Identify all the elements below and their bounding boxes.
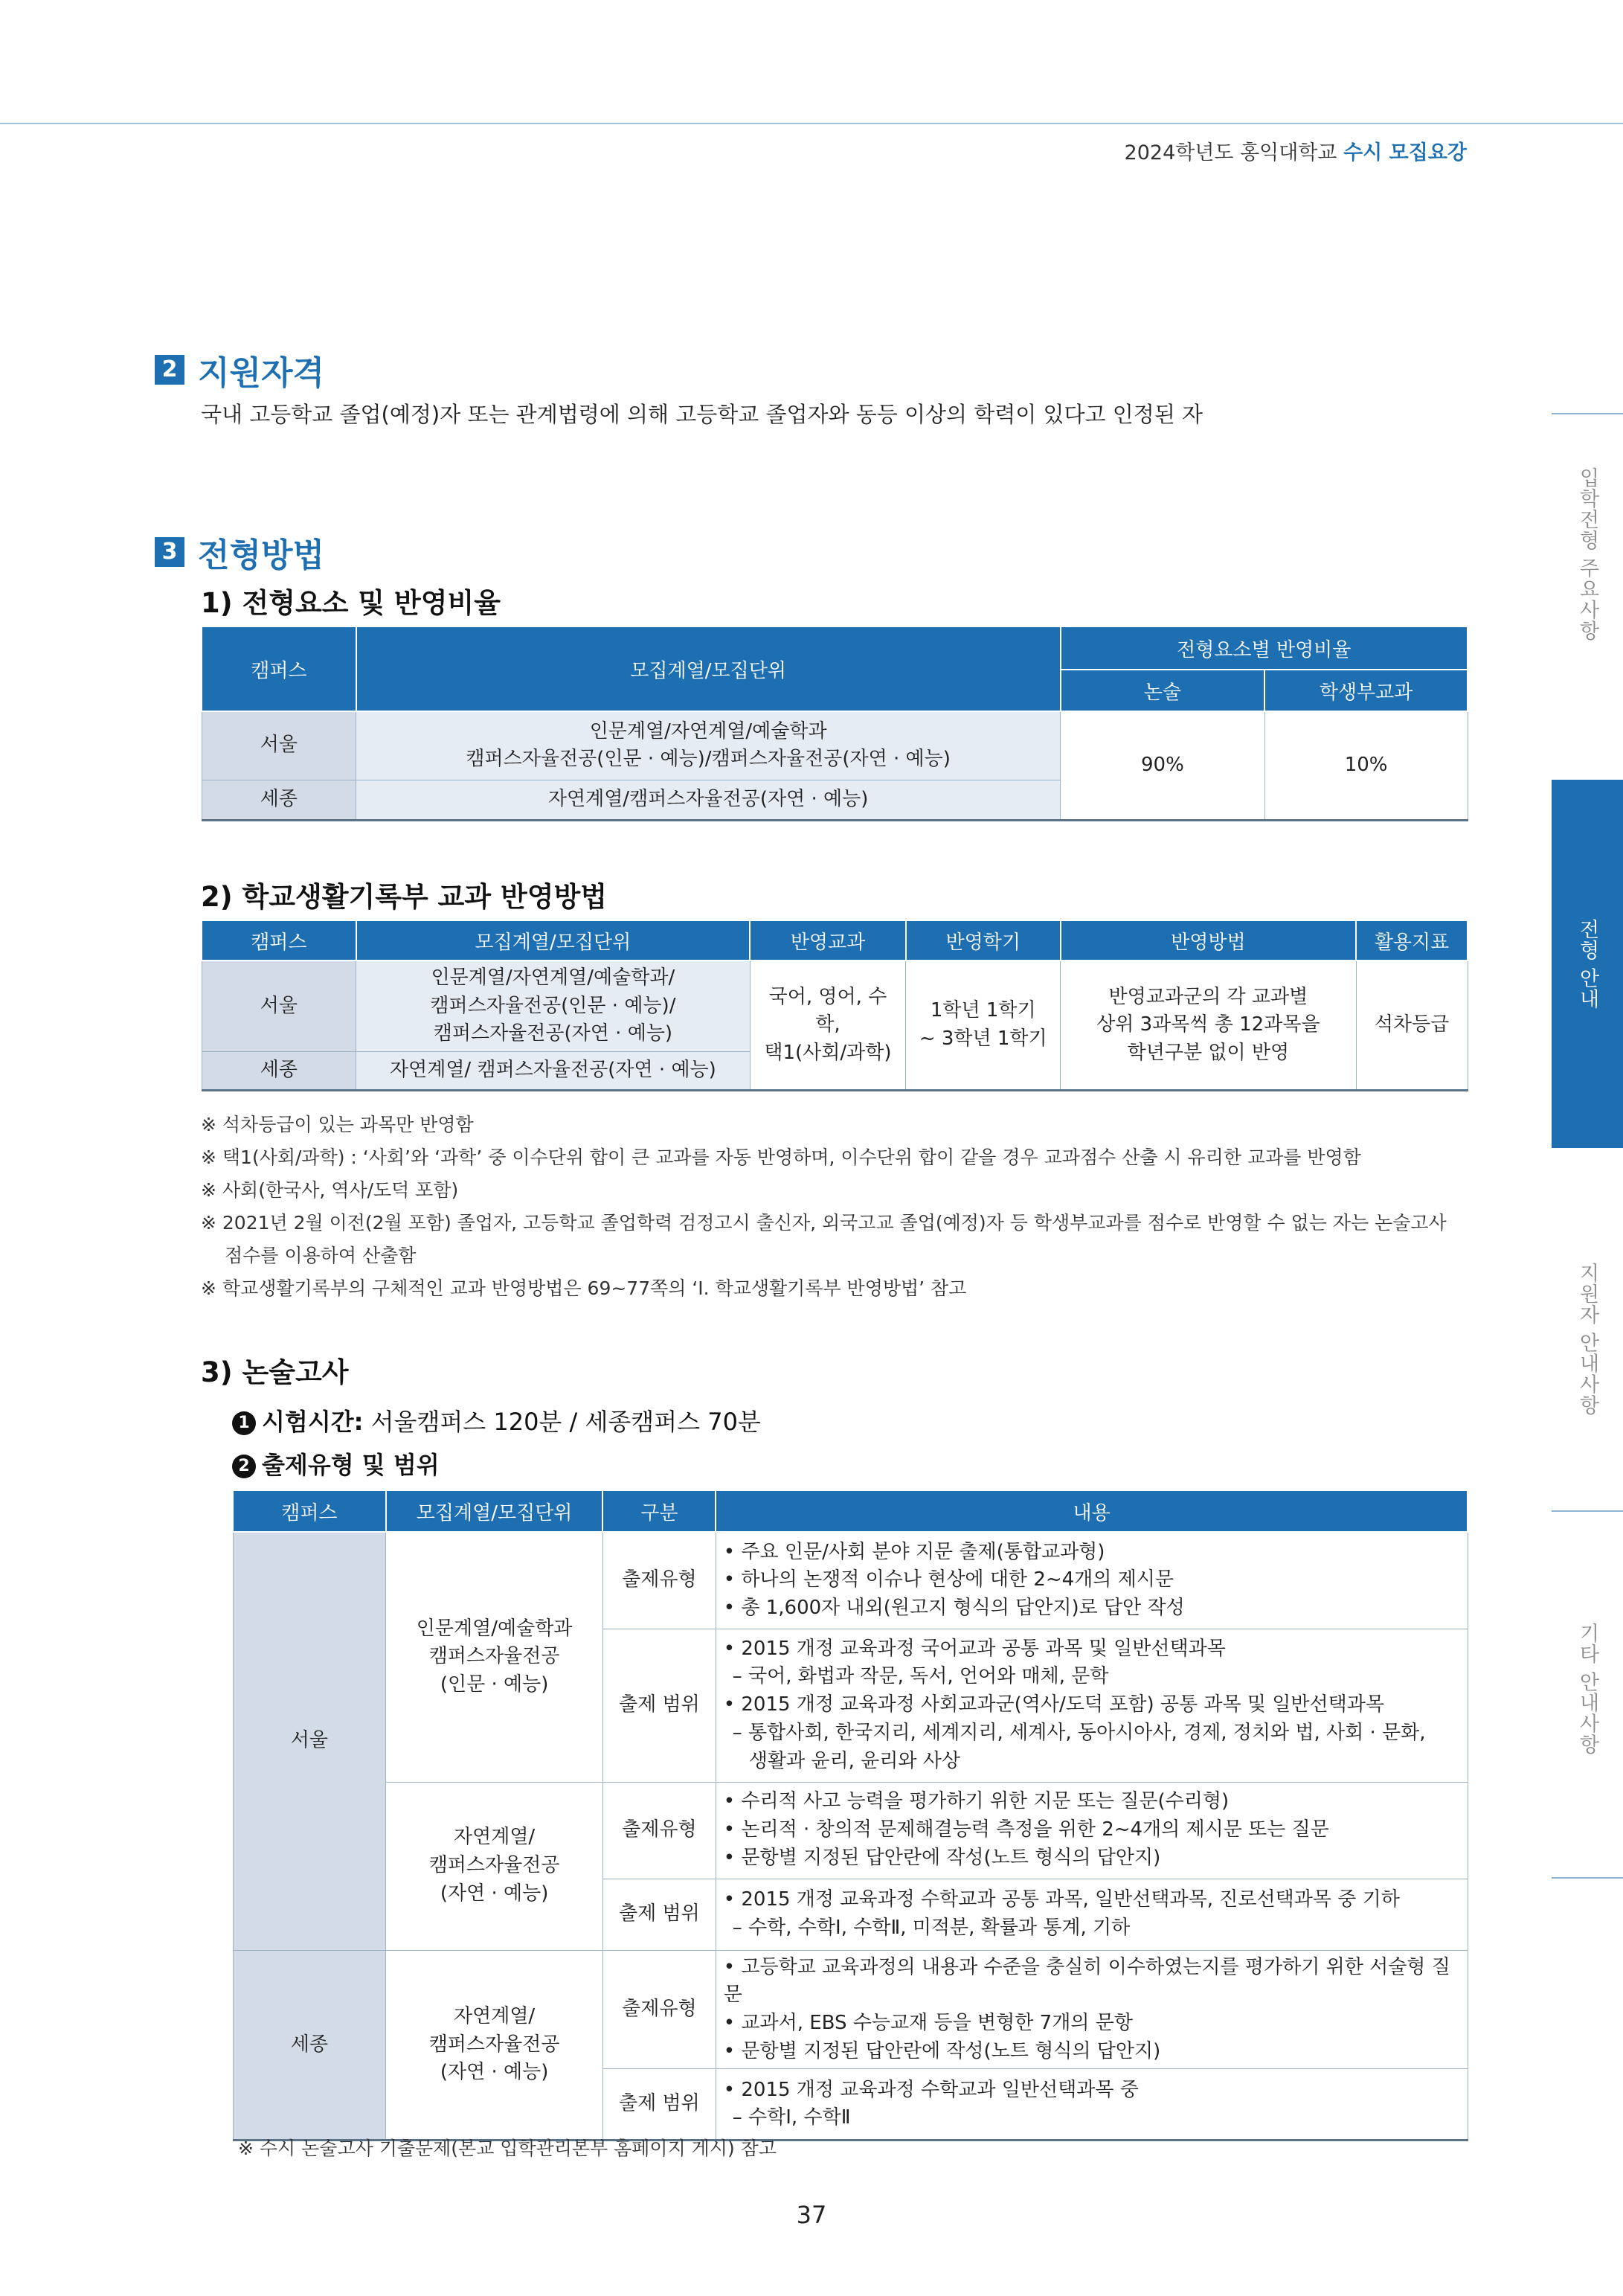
col-unit: 모집계열/모집단위 bbox=[386, 1490, 603, 1532]
col-campus: 캠퍼스 bbox=[202, 920, 356, 961]
unit-line: 캠퍼스자율전공 bbox=[428, 1854, 560, 1877]
number-badge: 1 bbox=[232, 1411, 256, 1435]
side-tab-admission-overview[interactable] bbox=[1552, 432, 1623, 677]
side-tab-applicant-info[interactable] bbox=[1552, 1228, 1623, 1451]
campus-seoul: 서울 bbox=[233, 1532, 386, 1950]
unit-cell bbox=[386, 1532, 603, 1782]
unit-cell bbox=[356, 711, 1061, 780]
campus-sejong: 세종 bbox=[202, 1052, 356, 1091]
unit-line: 자연계열/ bbox=[453, 1826, 536, 1849]
ratio-table bbox=[201, 626, 1468, 821]
unit-line: 캠퍼스자율전공(인문 · 예능)/ bbox=[430, 994, 676, 1017]
side-tab-label: 지원자 안내사항 bbox=[1575, 1263, 1599, 1416]
side-divider bbox=[1552, 1877, 1623, 1879]
col-campus: 캠퍼스 bbox=[202, 626, 356, 711]
header-prefix: 2024학년도 홍익대학교 bbox=[1124, 141, 1344, 164]
number-badge: 2 bbox=[232, 1455, 256, 1478]
unit-line: 캠퍼스자율전공 bbox=[428, 2033, 560, 2056]
col-ratio: 전형요소별 반영비율 bbox=[1061, 626, 1468, 670]
page-number: 37 bbox=[796, 2201, 827, 2229]
header-rule bbox=[0, 123, 1623, 124]
content-cell bbox=[716, 1950, 1468, 2069]
notes-block bbox=[201, 1109, 1480, 1305]
col-essay: 논술 bbox=[1061, 670, 1265, 711]
content-line: 생활과 윤리, 윤리와 사상 bbox=[748, 1749, 960, 1772]
unit-line: (자연 · 예능) bbox=[440, 2061, 549, 2084]
note-line: ※ 택1(사회/과학) : ‘사회’와 ‘과학’ 중 이수단위 합이 큰 교과를 자동 반영하며, 이수단위 합이 같을 경우 교과점수 산출 시 유리한 교과를 반영함 bbox=[201, 1147, 1361, 1168]
unit-cell bbox=[386, 1782, 603, 1950]
campus-sejong: 세종 bbox=[233, 1950, 386, 2141]
content-line: – 수학, 수학Ⅰ, 수학Ⅱ, 미적분, 확률과 통계, 기하 bbox=[732, 1917, 1131, 1939]
content-cell bbox=[716, 2069, 1468, 2141]
content-line: • 주요 인문/사회 분야 지문 출제(통합교과형) bbox=[723, 1540, 1105, 1563]
note-line: ※ 학교생활기록부의 구체적인 교과 반영방법은 69~77쪽의 ‘Ⅰ. 학교생활기록부 반영방법’ 참고 bbox=[201, 1277, 967, 1299]
content-line: – 통합사회, 한국지리, 세계지리, 세계사, 동아시아사, 경제, 정치와 법, 사회 · 문화, bbox=[732, 1721, 1426, 1744]
col-subjects: 반영교과 bbox=[750, 920, 906, 961]
subsection-title: 1) 전형요소 및 반영비율 bbox=[201, 587, 501, 619]
note-line: ※ 사회(한국사, 역사/도덕 포함) bbox=[201, 1179, 459, 1201]
type-label: 출제유형 bbox=[602, 1532, 716, 1629]
content-line: • 고등학교 교육과정의 내용과 수준을 충실히 이수하였는지를 평가하기 위한 서술형 질문 bbox=[723, 1955, 1450, 2007]
type-label: 출제유형 bbox=[602, 1950, 716, 2069]
subjects-line: 국어, 영어, 수학, bbox=[768, 985, 887, 1036]
unit-line: 자연계열/ bbox=[453, 2004, 536, 2027]
unit-line: 자연계열/캠퍼스자율전공(자연 · 예능) bbox=[356, 780, 1061, 820]
unit-line: 인문계열/예술학과 bbox=[416, 1617, 573, 1640]
content-line: • 2015 개정 교육과정 국어교과 공통 과목 및 일반선택과목 bbox=[723, 1637, 1226, 1660]
eligibility-text: 국내 고등학교 졸업(예정)자 또는 관계법령에 의해 고등학교 졸업자와 동등 이상의 학력이 있다고 인정된 자 bbox=[201, 402, 1203, 427]
content-line: • 2015 개정 교육과정 수학교과 일반선택과목 중 bbox=[723, 2078, 1139, 2101]
campus-seoul: 서울 bbox=[202, 961, 356, 1052]
side-divider bbox=[1552, 413, 1623, 414]
index-cell: 석차등급 bbox=[1356, 961, 1468, 1091]
section-number: 3 bbox=[155, 537, 184, 567]
unit-line: 캠퍼스자율전공(인문 · 예능)/캠퍼스자율전공(자연 · 예능) bbox=[466, 748, 951, 771]
subsection-title: 3) 논술고사 bbox=[201, 1356, 349, 1388]
content-cell bbox=[716, 1629, 1468, 1782]
subjects-line: 택1(사회/과학) bbox=[764, 1041, 892, 1064]
unit-line: (인문 · 예능) bbox=[440, 1673, 549, 1696]
note-line: ※ 석차등급이 있는 과목만 반영함 bbox=[201, 1114, 474, 1135]
col-unit: 모집계열/모집단위 bbox=[356, 626, 1061, 711]
note-line: ※ 2021년 2월 이전(2월 포함) 졸업자, 고등학교 졸업학력 검정고시 출신자, 외국고교 졸업(예정)자 등 학생부교과를 점수로 반영할 수 없는 자는 논술고사 bbox=[201, 1212, 1447, 1234]
subjects-cell bbox=[750, 961, 906, 1091]
record-table bbox=[201, 920, 1468, 1091]
exam-time-item bbox=[232, 1403, 761, 1437]
method-line: 학년구분 없이 반영 bbox=[1127, 1041, 1290, 1064]
side-tab-other-info[interactable] bbox=[1552, 1577, 1623, 1800]
content-line: • 수리적 사고 능력을 평가하기 위한 지문 또는 질문(수리형) bbox=[723, 1790, 1230, 1813]
content-cell bbox=[716, 1782, 1468, 1879]
col-unit: 모집계열/모집단위 bbox=[356, 920, 750, 961]
unit-line: 캠퍼스자율전공(자연 · 예능) bbox=[433, 1022, 673, 1045]
content-line: • 총 1,600자 내외(원고지 형식의 답안지)로 답안 작성 bbox=[723, 1597, 1185, 1620]
content-line: • 하나의 논쟁적 이슈나 현상에 대한 2~4개의 제시문 bbox=[723, 1568, 1174, 1591]
campus-sejong: 세종 bbox=[202, 780, 356, 820]
header-highlight: 수시 모집요강 bbox=[1343, 141, 1467, 164]
side-tab-label: 전형 안내 bbox=[1575, 918, 1599, 1010]
col-type: 구분 bbox=[602, 1490, 716, 1532]
section-number: 2 bbox=[155, 355, 184, 385]
item-text: 서울캠퍼스 120분 / 세종캠퍼스 70분 bbox=[363, 1408, 761, 1436]
item-label: 출제유형 및 범위 bbox=[262, 1451, 440, 1479]
unit-line: 자연계열/ 캠퍼스자율전공(자연 · 예능) bbox=[356, 1052, 750, 1091]
content-line: – 국어, 화법과 작문, 독서, 언어와 매체, 문학 bbox=[732, 1665, 1109, 1688]
content-line: • 2015 개정 교육과정 수학교과 공통 과목, 일반선택과목, 진로선택과목 중 기하 bbox=[723, 1888, 1400, 1911]
section-title: 지원자격 bbox=[198, 354, 325, 392]
content-line: – 수학Ⅰ, 수학Ⅱ bbox=[732, 2106, 851, 2129]
col-index: 활용지표 bbox=[1356, 920, 1468, 961]
unit-line: 인문계열/자연계열/예술학과/ bbox=[431, 966, 675, 989]
unit-line: (자연 · 예능) bbox=[440, 1882, 549, 1905]
col-campus: 캠퍼스 bbox=[233, 1490, 386, 1532]
method-line: 반영교과군의 각 교과별 bbox=[1108, 985, 1308, 1008]
essay-table bbox=[232, 1489, 1468, 2141]
subsection-title: 2) 학교생활기록부 교과 반영방법 bbox=[201, 881, 607, 913]
content-line: • 논리적 · 창의적 문제해결능력 측정을 위한 2~4개의 제시문 또는 질문 bbox=[723, 1818, 1329, 1841]
content-line: • 문항별 지정된 답안란에 작성(노트 형식의 답안지) bbox=[723, 2039, 1161, 2062]
unit-cell bbox=[356, 961, 750, 1052]
side-tab-label: 기타 안내사항 bbox=[1575, 1623, 1599, 1755]
side-divider bbox=[1552, 1510, 1623, 1512]
range-label: 출제 범위 bbox=[602, 1879, 716, 1950]
unit-line: 인문계열/자연계열/예술학과 bbox=[589, 719, 827, 743]
item-label: 시험시간: bbox=[262, 1408, 364, 1436]
content-cell bbox=[716, 1879, 1468, 1950]
semester-line: 1학년 1학기 bbox=[930, 999, 1036, 1022]
record-ratio: 10% bbox=[1264, 711, 1468, 820]
method-cell bbox=[1061, 961, 1356, 1091]
essay-ratio: 90% bbox=[1061, 711, 1265, 820]
section-method-heading bbox=[155, 528, 324, 576]
range-label: 출제 범위 bbox=[602, 1629, 716, 1782]
side-tab-admission-guide[interactable] bbox=[1552, 780, 1623, 1148]
content-cell bbox=[716, 1532, 1468, 1629]
document-header bbox=[1125, 136, 1467, 165]
unit-cell bbox=[386, 1950, 603, 2141]
section-title: 전형방법 bbox=[198, 536, 325, 574]
content-line: • 2015 개정 교육과정 사회교과군(역사/도덕 포함) 공통 과목 및 일반선택과목 bbox=[723, 1693, 1384, 1716]
note-line: 점수를 이용하여 산출함 bbox=[225, 1245, 417, 1266]
semester-line: ~ 3학년 1학기 bbox=[919, 1027, 1047, 1051]
campus-seoul: 서울 bbox=[202, 711, 356, 780]
col-semester: 반영학기 bbox=[906, 920, 1061, 961]
essay-note: ※ 수시 논술고사 기출문제(본교 입학관리본부 홈페이지 게시) 참고 bbox=[238, 2138, 777, 2159]
col-method: 반영방법 bbox=[1061, 920, 1356, 961]
content-line: • 교과서, EBS 수능교재 등을 변형한 7개의 문항 bbox=[723, 2011, 1133, 2034]
col-record: 학생부교과 bbox=[1264, 670, 1468, 711]
unit-line: 캠퍼스자율전공 bbox=[428, 1645, 560, 1668]
col-content: 내용 bbox=[716, 1490, 1468, 1532]
section-eligibility-heading bbox=[155, 346, 324, 394]
type-label: 출제유형 bbox=[602, 1782, 716, 1879]
exam-scope-item bbox=[232, 1446, 440, 1481]
side-tab-label: 입학전형 주요사항 bbox=[1575, 467, 1599, 641]
method-line: 상위 3과목씩 총 12과목을 bbox=[1096, 1013, 1320, 1036]
semester-cell bbox=[906, 961, 1061, 1091]
range-label: 출제 범위 bbox=[602, 2069, 716, 2141]
content-line: • 문항별 지정된 답안란에 작성(노트 형식의 답안지) bbox=[723, 1846, 1161, 1869]
